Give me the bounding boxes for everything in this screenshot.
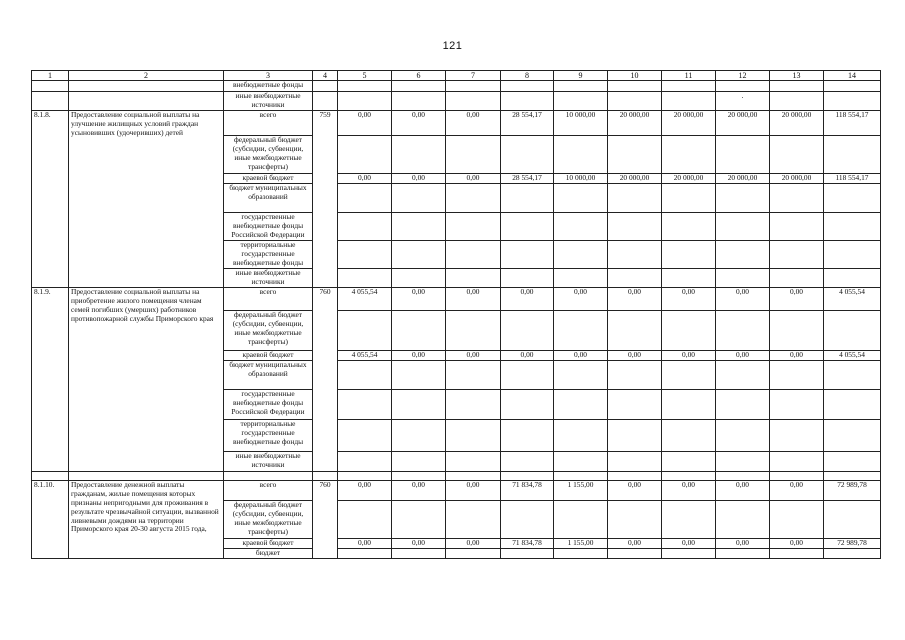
source-regional: краевой бюджет [224,351,313,361]
col-header: 11 [662,71,716,81]
column-number-row [32,71,881,81]
source-municipal: бюджет муниципальных образований [224,361,313,390]
source-other: иные внебюджетные источники [224,452,313,472]
item-number: 8.1.9. [32,288,69,472]
col-header: 8 [501,71,554,81]
table-row [32,481,881,501]
table-row [32,111,881,136]
value-cell: 10 000,00 [554,111,608,136]
value-cell: 0,00 [662,288,716,311]
value-cell: 0,00 [770,351,824,361]
value-cell: 0,00 [338,174,392,184]
col-header: 14 [824,71,881,81]
source-total: всего [224,111,313,136]
value-cell: 0,00 [338,111,392,136]
value-cell: 0,00 [392,481,446,501]
value-cell: 0,00 [554,351,608,361]
table-row [32,81,881,92]
col-header: 10 [608,71,662,81]
value-cell: 20 000,00 [662,174,716,184]
value-cell: 0,00 [446,351,501,361]
value-cell: 0,00 [501,288,554,311]
value-cell: 0,00 [501,351,554,361]
source-regional: краевой бюджет [224,539,313,549]
value-cell: 0,00 [446,539,501,549]
value-cell: 20 000,00 [608,174,662,184]
value-cell: 0,00 [770,539,824,549]
value-cell: 0,00 [392,288,446,311]
item-number: 8.1.10. [32,481,69,559]
value-cell: 0,00 [716,351,770,361]
col-header: 3 [224,71,313,81]
value-cell: 4 055,54 [338,288,392,311]
source-label: иные внебюджетные источники [224,92,313,111]
item-name: Предоставление социальной выплаты на приобретение жилого помещения членам семей погибших (умерших) работников противопожарной службы Приморского края [69,288,224,472]
source-federal: федеральный бюджет (субсидии, субвенции, иные межбюджетные трансферты) [224,501,313,539]
value-cell: 0,00 [608,288,662,311]
value-cell: 0,00 [554,288,608,311]
value-cell: 0,00 [716,539,770,549]
value-cell: 118 554,17 [824,111,881,136]
source-municipal: бюджет муниципальных образований [224,184,313,213]
value-cell: 1 155,00 [554,481,608,501]
source-regional: краевой бюджет [224,174,313,184]
value-cell: 4 055,54 [338,351,392,361]
value-cell: 0,00 [608,351,662,361]
source-municipal: бюджет [224,549,313,559]
budget-table [31,70,881,559]
value-cell: 71 834,78 [501,539,554,549]
value-cell: 0,00 [446,288,501,311]
value-cell: 118 554,17 [824,174,881,184]
value-cell: 0,00 [608,539,662,549]
item-code: 759 [313,111,338,288]
col-header: 4 [313,71,338,81]
value-cell: 0,00 [716,481,770,501]
source-territorial-funds: территориальные государственные внебюджетные фонды [224,420,313,452]
value-cell: 20 000,00 [770,111,824,136]
value-cell: 28 554,17 [501,174,554,184]
item-number: 8.1.8. [32,111,69,288]
value-cell: 20 000,00 [770,174,824,184]
value-cell: 20 000,00 [662,111,716,136]
value-cell: 0,00 [392,174,446,184]
item-name: Предоставление денежной выплаты гражданам, жилые помещения которых признаны непригодными для проживания в результате чрезвычайной ситуации, вызванной ливневыми дождями на территории Приморского края 20-30 августа 2015 года, [69,481,224,559]
value-cell: 0,00 [608,481,662,501]
col-header: 7 [446,71,501,81]
value-cell: 71 834,78 [501,481,554,501]
source-territorial-funds: территориальные государственные внебюджетные фонды [224,241,313,269]
value-cell: 28 554,17 [501,111,554,136]
col-header: 9 [554,71,608,81]
col-header: 6 [392,71,446,81]
value-cell: 0,00 [392,351,446,361]
stray-mark: . [716,92,770,111]
value-cell: 0,00 [662,481,716,501]
table-row [32,288,881,311]
item-code: 760 [313,481,338,559]
value-cell: 4 055,54 [824,351,881,361]
source-label: внебюджетные фонды [224,81,313,92]
source-total: всего [224,481,313,501]
col-header: 2 [69,71,224,81]
value-cell: 0,00 [770,288,824,311]
value-cell: 0,00 [662,351,716,361]
value-cell: 0,00 [338,539,392,549]
value-cell: 0,00 [770,481,824,501]
value-cell: 0,00 [662,539,716,549]
value-cell: 20 000,00 [716,174,770,184]
source-other: иные внебюджетные источники [224,269,313,288]
value-cell: 1 155,00 [554,539,608,549]
col-header: 5 [338,71,392,81]
table-row [32,92,881,111]
item-code: 760 [313,288,338,472]
value-cell: 20 000,00 [716,111,770,136]
value-cell: 72 989,78 [824,481,881,501]
page-number: 121 [442,40,463,52]
table-row [32,472,881,481]
value-cell: 0,00 [446,481,501,501]
item-name: Предоставление социальной выплаты на улучшение жилищных условий граждан усыновивших (удочеривших) детей [69,111,224,288]
value-cell: 0,00 [446,111,501,136]
value-cell: 20 000,00 [608,111,662,136]
source-state-funds: государственные внебюджетные фонды Российской Федерации [224,213,313,241]
value-cell: 0,00 [338,481,392,501]
value-cell: 0,00 [446,174,501,184]
value-cell: 4 055,54 [824,288,881,311]
value-cell: 0,00 [392,111,446,136]
value-cell: 0,00 [716,288,770,311]
source-federal: федеральный бюджет (субсидии, субвенции, иные межбюджетные трансферты) [224,136,313,174]
col-header: 13 [770,71,824,81]
source-state-funds: государственные внебюджетные фонды Российской Федерации [224,390,313,420]
source-total: всего [224,288,313,311]
value-cell: 10 000,00 [554,174,608,184]
value-cell: 0,00 [392,539,446,549]
value-cell: 72 989,78 [824,539,881,549]
col-header: 1 [32,71,69,81]
col-header: 12 [716,71,770,81]
source-federal: федеральный бюджет (субсидии, субвенции, иные межбюджетные трансферты) [224,311,313,351]
